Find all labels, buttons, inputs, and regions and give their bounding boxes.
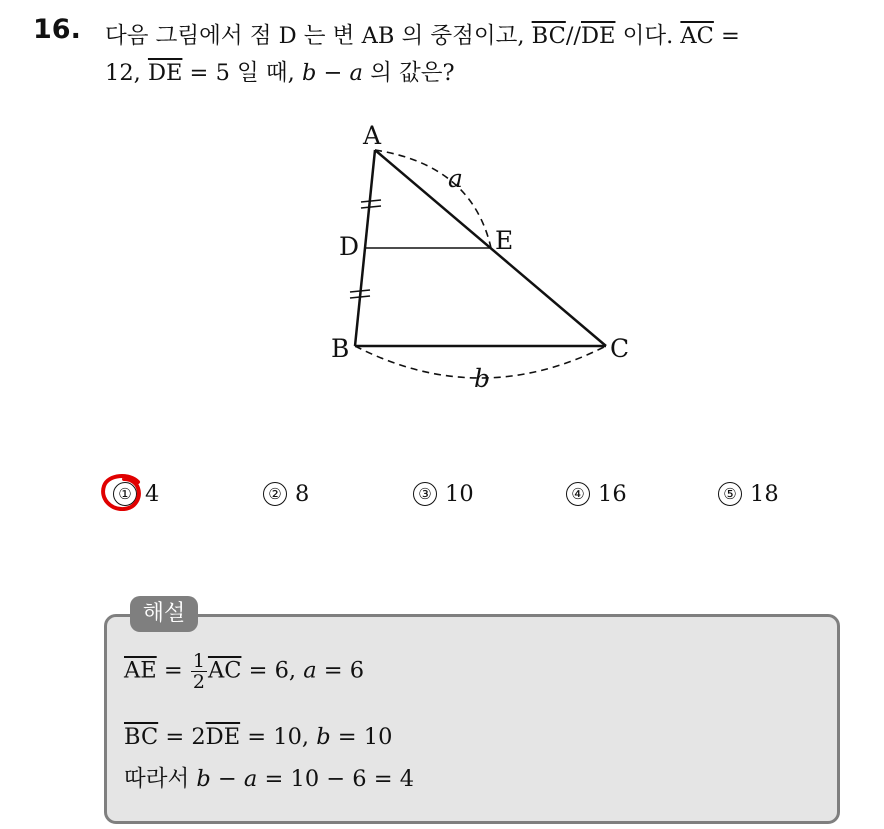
label-arc-b: b [474,364,491,393]
choice-5[interactable] [718,481,779,507]
fraction-denominator: 2 [192,671,205,693]
choice-3[interactable] [413,481,474,507]
segment-de: $\overline{DE}$ [147,60,183,86]
question-text: = 5 일 때, [182,60,302,86]
solution-text: 따라서 [124,766,197,792]
segment-ae: $\overline{AE}$ [124,657,157,684]
choice-value: 18 [750,481,779,507]
label-arc-a: a [448,164,463,193]
choice-number: ④ [566,482,590,506]
solution-line-2 [124,724,392,750]
solution-value: = 10 [330,724,393,750]
question-text: 의 값은? [362,60,455,86]
label-b: B [331,334,350,363]
segment-bc: $\overline{BC}$ [531,23,566,49]
choice-value: 10 [445,481,474,507]
expression-b-minus-a: b − a [196,766,258,792]
label-e: E [495,226,514,255]
expression-b-minus-a: b − a [301,60,363,86]
solution-value: = 10 − 6 = 4 [257,766,415,792]
equals-sign: = [156,657,190,684]
solution-value: = 6 [316,657,365,684]
segment-bc: $\overline{BC}$ [124,724,159,750]
tick-marks-ad [361,200,381,208]
question-text: 다음 그림에서 점 D 는 변 AB 의 중점이고, [105,23,532,49]
question-text: 12, [105,60,148,86]
solution-value: = 10, [240,724,317,750]
solution-title: 해설 [130,596,198,632]
choice-number: ⑤ [718,482,742,506]
question-text: 이다. [615,23,681,49]
choice-value: 8 [295,481,310,507]
label-c: C [610,334,630,363]
question-number: 16. [33,14,81,45]
choice-number: ① [113,482,137,506]
fraction-numerator: 1 [192,650,205,672]
fraction-one-half [191,651,207,692]
choice-value: 16 [598,481,627,507]
segment-ac: $\overline{AC}$ [207,657,242,684]
parallel-symbol: // [565,23,581,49]
solution-line-1 [124,651,364,692]
label-d: D [339,232,360,261]
variable-b: b [316,724,331,750]
choice-number: ② [263,482,287,506]
solution-text: = 2 [158,724,206,750]
choice-number: ③ [413,482,437,506]
selected-answer-mark [96,470,156,520]
choice-value: 4 [145,481,160,507]
equals-sign: = [713,23,740,49]
solution-line-3 [124,761,414,793]
label-a: A [363,121,382,150]
segment-de: $\overline{DE}$ [580,23,616,49]
choice-4[interactable] [566,481,627,507]
segment-de: $\overline{DE}$ [205,724,241,750]
solution-value: = 6, [241,657,304,684]
segment-ac: $\overline{AC}$ [680,23,714,49]
choice-2[interactable] [263,481,309,507]
variable-a: a [303,657,317,684]
